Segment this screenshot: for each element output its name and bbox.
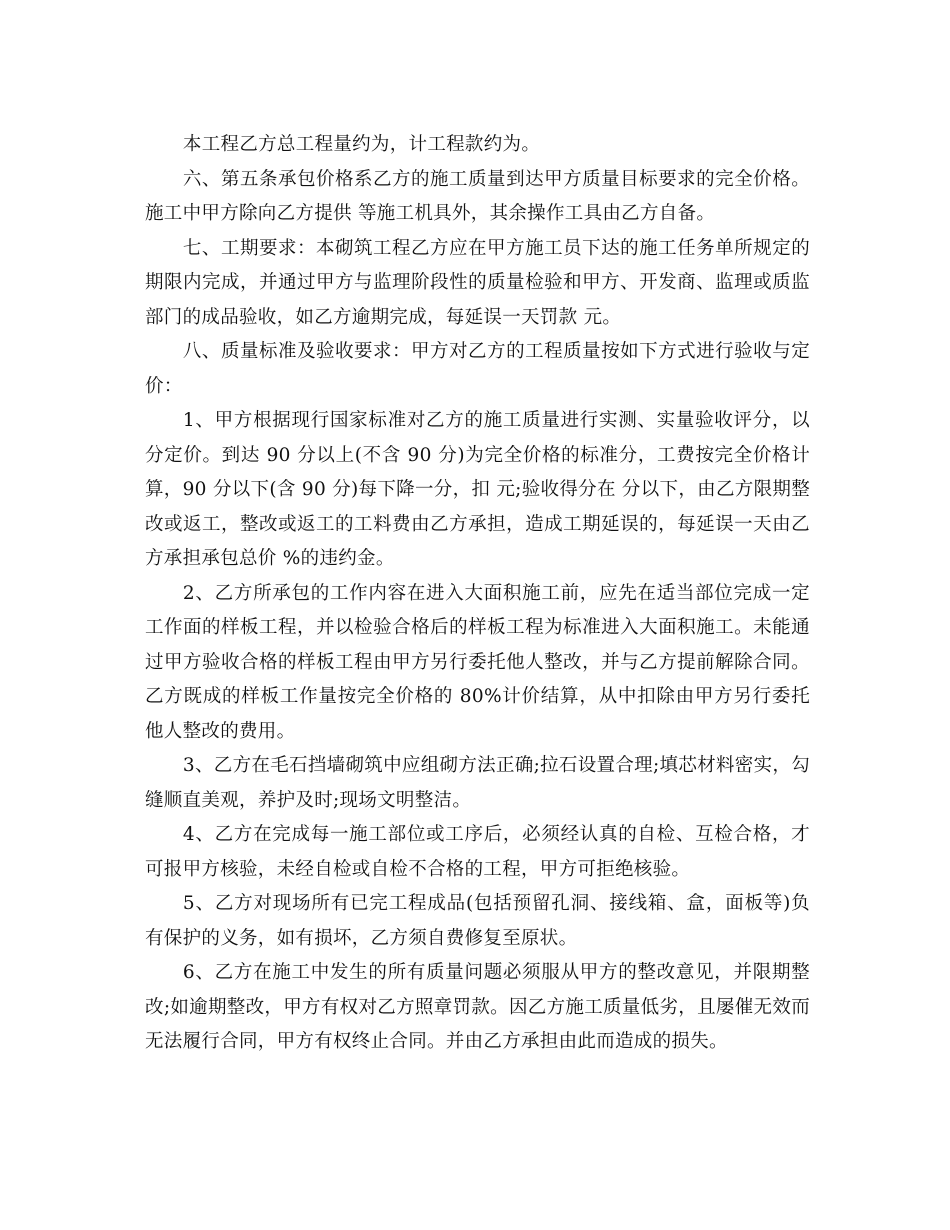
- paragraph-item-2: 2、乙方所承包的工作内容在进入大面积施工前，应先在适当部位完成一定工作面的样板工程，并以检验合格后的样板工程为标准进入大面积施工。未能通过甲方验收合格的样板工程由甲方另行委托他人整改，并与乙方提前解除合同。乙方既成的样板工作量按完全价格的 80%计价结算，从中扣除由甲方另行委托他人整改的费用。: [145, 582, 810, 742]
- paragraph-section-8: 八、质量标准及验收要求：甲方对乙方的工程质量按如下方式进行验收与定价：: [145, 341, 810, 397]
- paragraph-item-1: 1、甲方根据现行国家标准对乙方的施工质量进行实测、实量验收评分，以分定价。到达 90 分以上(不含 90 分)为完全价格的标准分，工费按完全价格计算，90 分以下(含 90 分)每下降一分，扣 元;验收得分在 分以下，由乙方限期整改或返工，整改或返工的工料费由乙方承担，造成工期延误的，每延误一天由乙方承担承包总价 %的违约金。: [145, 410, 810, 569]
- paragraph-total-quantity: 本工程乙方总工程量约为，计工程款约为。: [182, 134, 541, 155]
- paragraph-section-7: 七、工期要求：本砌筑工程乙方应在甲方施工员下达的施工任务单所规定的期限内完成，并通过甲方与监理阶段性的质量检验和甲方、开发商、监理或质监部门的成品验收，如乙方逾期完成，每延误一天罚款 元。: [145, 237, 810, 328]
- paragraph-item-3: 3、乙方在毛石挡墙砌筑中应组砌方法正确;拉石设置合理;填芯材料密实，勾缝顺直美观，养护及时;现场文明整洁。: [145, 755, 810, 811]
- document-body: [145, 128, 810, 1060]
- paragraph-item-5: 5、乙方对现场所有已完工程成品(包括预留孔洞、接线箱、盒，面板等)负有保护的义务，如有损坏，乙方须自费修复至原状。: [145, 893, 810, 949]
- paragraph-item-4: 4、乙方在完成每一施工部位或工序后，必须经认真的自检、互检合格，才可报甲方核验，未经自检或自检不合格的工程，甲方可拒绝核验。: [145, 824, 810, 880]
- paragraph-section-6: 六、第五条承包价格系乙方的施工质量到达甲方质量目标要求的完全价格。施工中甲方除向乙方提供 等施工机具外，其余操作工具由乙方自备。: [145, 168, 810, 224]
- paragraph-item-6: 6、乙方在施工中发生的所有质量问题必须服从甲方的整改意见，并限期整改;如逾期整改，甲方有权对乙方照章罚款。因乙方施工质量低劣，且屡催无效而无法履行合同，甲方有权终止合同。并由乙方承担由此而造成的损失。: [145, 962, 810, 1052]
